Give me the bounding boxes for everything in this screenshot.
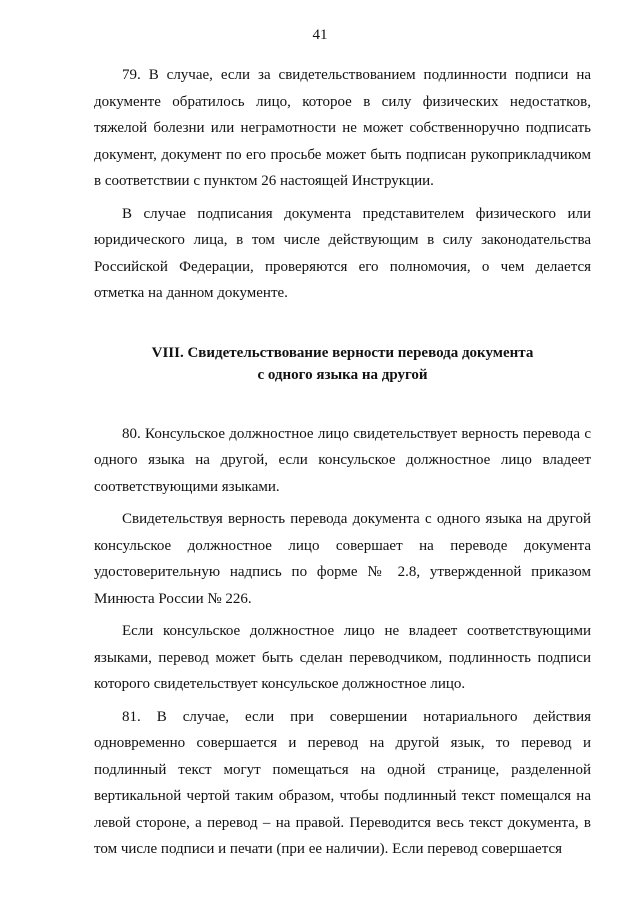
paragraph-80-translator: Если консульское должностное лицо не владеет соответствующими языками, перевод может быть сделан переводчиком, подлинность подписи которого свидетельствует консульское должностное лицо. — [94, 623, 591, 692]
section-heading — [94, 342, 591, 386]
paragraph-79: 79. В случае, если за свидетельствованием подлинности подписи на документе обратилось лицо, которое в силу физических недостатков, тяжелой болезни или неграмотности не может собственноручно подписать документ, документ по его просьбе может быть подписан рукоприкладчиком в соответствии с пунктом 26 настоящей Инструкции. — [94, 67, 591, 189]
document-body — [94, 62, 591, 863]
page-number: 41 — [312, 27, 328, 43]
paragraph-80: 80. Консульское должностное лицо свидетельствует верность перевода с одного языка на другой, если консульское должностное лицо владеет соответствующими языками. — [94, 425, 591, 495]
section-heading-line-2: с одного языка на другой — [257, 366, 428, 383]
section-spacer — [94, 307, 591, 342]
paragraph-81: 81. В случае, если при совершении нотариального действия одновременно совершается и перевод на другой язык, то перевод и подлинный текст могут помещаться на одной странице, разделенной вертикальной чертой таким образом, чтобы подлинный текст помещался на левой стороне, а перевод – на правой. Переводится весь текст документа, в том числе подписи и печати (при ее наличии). Если перевод совершается — [94, 708, 591, 857]
section-heading-line-1: VIII. Свидетельствование верности перевода документа — [151, 344, 534, 361]
section-spacer — [94, 386, 591, 421]
paragraph-80-certification: Свидетельствуя верность перевода документа с одного языка на другой консульское должностное лицо совершает на переводе документа удостоверительную надпись по форме № 2.8, утвержденной приказом Минюста России № 226. — [94, 511, 591, 607]
paragraph-79-representative: В случае подписания документа представителем физического или юридического лица, в том числе действующим в силу законодательства Российской Федерации, проверяются его полномочия, о чем делается отметка на данном документе. — [94, 205, 591, 301]
